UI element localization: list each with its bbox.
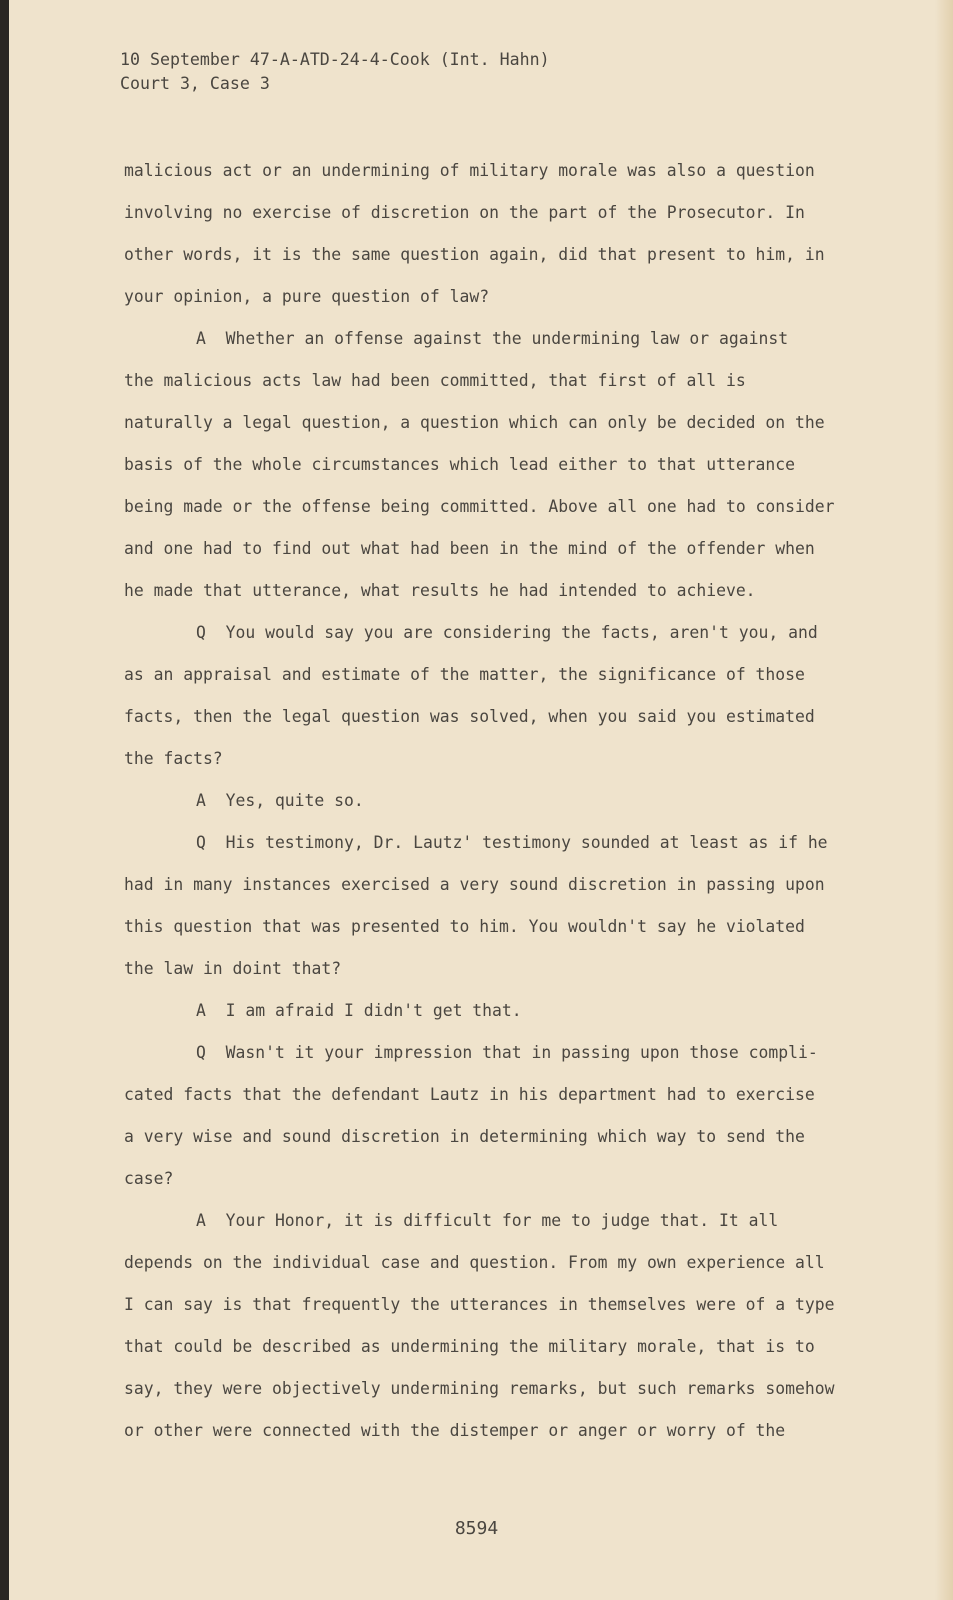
transcript-line: A Yes, quite so. — [196, 791, 364, 810]
transcript-line: say, they were objectively undermining remarks, but such remarks somehow — [124, 1379, 835, 1398]
transcript-line: being made or the offense being committed. Above all one had to consider — [124, 497, 835, 516]
transcript-line: the facts? — [124, 749, 223, 768]
transcript-line: as an appraisal and estimate of the matter, the significance of those — [124, 665, 805, 684]
transcript-line: naturally a legal question, a question which can only be decided on the — [124, 413, 825, 432]
transcript-line: basis of the whole circumstances which lead either to that utterance — [124, 455, 796, 474]
transcript-line: cated facts that the defendant Lautz in his department had to exercise — [124, 1085, 815, 1104]
transcript-line: Q Wasn't it your impression that in passing upon those compli- — [196, 1043, 818, 1062]
transcript-line: your opinion, a pure question of law? — [124, 287, 490, 306]
transcript-line: involving no exercise of discretion on the part of the Prosecutor. In — [124, 203, 805, 222]
transcript-line: Q His testimony, Dr. Lautz' testimony sounded at least as if he — [196, 833, 828, 852]
transcript-line: facts, then the legal question was solved, when you said you estimated — [124, 707, 815, 726]
transcript-line: Q You would say you are considering the facts, aren't you, and — [196, 623, 818, 642]
header-date-reference: 10 September 47-A-ATD-24-4-Cook (Int. Hahn) — [120, 50, 550, 69]
transcript-body — [124, 150, 884, 1452]
transcript-line: the law in doint that? — [124, 959, 342, 978]
transcript-line: malicious act or an undermining of military morale was also a question — [124, 161, 815, 180]
page-number: 8594 — [454, 1518, 499, 1539]
transcript-line: the malicious acts law had been committed, that first of all is — [124, 371, 746, 390]
transcript-line: A Whether an offense against the undermining law or against — [196, 329, 789, 348]
header-court-case: Court 3, Case 3 — [120, 74, 270, 93]
transcript-line: A I am afraid I didn't get that. — [196, 1001, 522, 1020]
document-header — [120, 48, 550, 96]
transcript-line: a very wise and sound discretion in determining which way to send the — [124, 1127, 805, 1146]
scan-left-edge — [0, 0, 9, 1600]
transcript-line: or other were connected with the distemper or anger or worry of the — [124, 1421, 786, 1440]
transcript-line: this question that was presented to him. You wouldn't say he violated — [124, 917, 805, 936]
transcript-line: that could be described as undermining the military morale, that is to — [124, 1337, 815, 1356]
transcript-line: had in many instances exercised a very sound discretion in passing upon — [124, 875, 825, 894]
transcript-line: case? — [124, 1169, 174, 1188]
transcript-line: I can say is that frequently the utterances in themselves were of a type — [124, 1295, 835, 1314]
transcript-line: he made that utterance, what results he had intended to achieve. — [124, 581, 756, 600]
transcript-line: other words, it is the same question again, did that present to him, in — [124, 245, 825, 264]
transcript-line: depends on the individual case and question. From my own experience all — [124, 1253, 825, 1272]
transcript-line: and one had to find out what had been in the mind of the offender when — [124, 539, 815, 558]
transcript-line: A Your Honor, it is difficult for me to judge that. It all — [196, 1211, 779, 1230]
scan-right-edge — [935, 0, 953, 1600]
